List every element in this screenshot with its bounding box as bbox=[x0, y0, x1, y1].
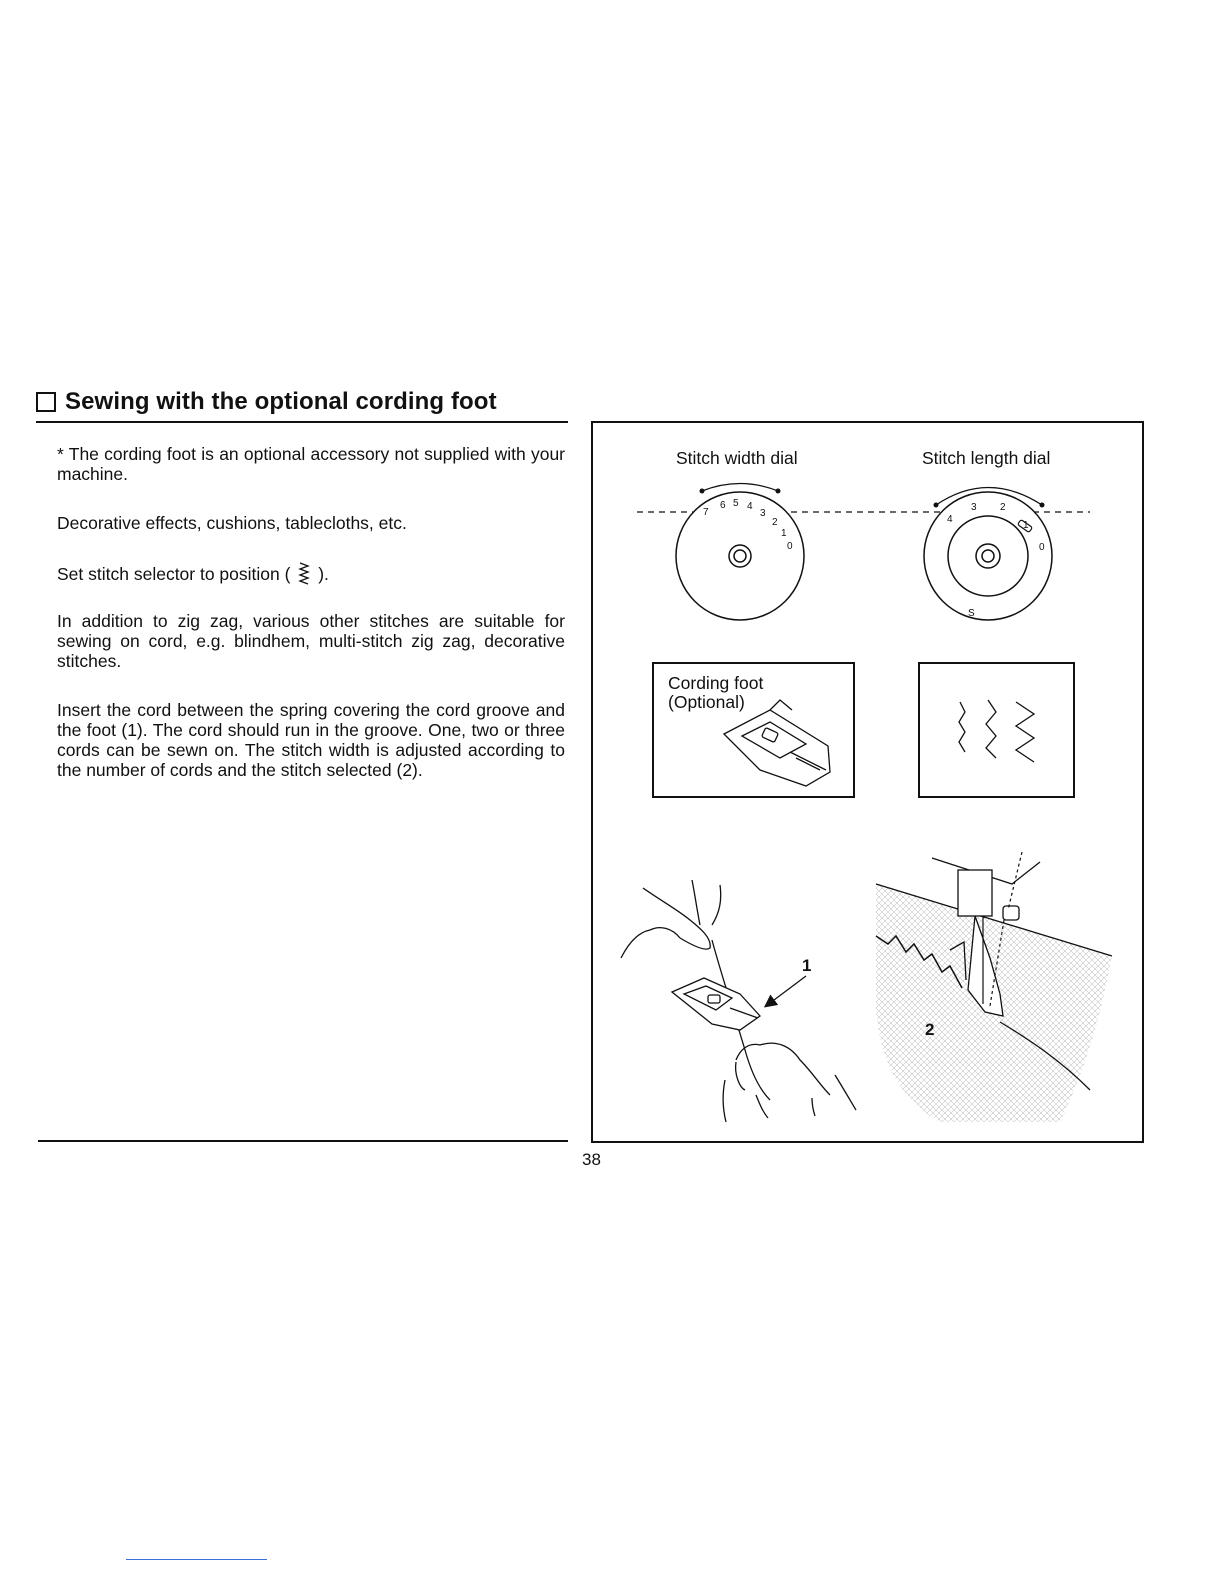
width-dial-number-7: 7 bbox=[703, 507, 709, 518]
stitch-selector-text-end: ). bbox=[318, 564, 329, 584]
callout-1: 1 bbox=[802, 956, 812, 975]
hand-threading-cord-icon bbox=[621, 880, 856, 1122]
zigzag-stitch-wide bbox=[1016, 702, 1034, 762]
stitch-selector-text: Set stitch selector to position ( bbox=[57, 564, 291, 584]
paragraph-decorative-effects: Decorative effects, cushions, tablecloths, etc. bbox=[57, 513, 407, 533]
optional-accessory-note: * The cording foot is an optional accessory not supplied with your machine. bbox=[57, 444, 565, 484]
cording-foot-icon bbox=[724, 700, 830, 786]
zigzag-stitch-narrow bbox=[959, 702, 965, 752]
callout-2: 2 bbox=[925, 1020, 935, 1039]
paragraph-insert-cord: Insert the cord between the spring covering the cord groove and the foot (1). The cord should run in the groove. One, two or three cords can be sewn on. The stitch width is adjusted according to the number of cords and the stitch selected (2). bbox=[57, 700, 565, 780]
width-dial-number-1: 1 bbox=[781, 528, 787, 539]
width-dial-number-6: 6 bbox=[720, 500, 726, 511]
length-dial-number-3: 3 bbox=[971, 502, 977, 513]
stitch-length-dial-icon bbox=[924, 488, 1052, 621]
stitch-width-dial-icon bbox=[676, 484, 804, 621]
paragraph-other-stitches: In addition to zig zag, various other stitches are suitable for sewing on cord, e.g. blindhem, multi-stitch zig zag, decorative stitches. bbox=[57, 611, 565, 671]
page-number: 38 bbox=[582, 1150, 601, 1169]
width-dial-number-4: 4 bbox=[747, 501, 753, 512]
stitch-pattern-icons bbox=[959, 700, 1034, 762]
length-dial-number-0: 0 bbox=[1039, 542, 1045, 553]
width-dial-number-3: 3 bbox=[760, 508, 766, 519]
length-dial-number-1: 1 bbox=[1023, 520, 1029, 531]
length-dial-letter-s: S bbox=[968, 608, 975, 619]
cording-foot-label-line1: Cording foot bbox=[668, 673, 764, 693]
width-dial-number-2: 2 bbox=[772, 517, 778, 528]
length-dial-number-2: 2 bbox=[1000, 502, 1006, 513]
zigzag-stitch-medium bbox=[986, 700, 996, 758]
fabric-sewing-icon bbox=[876, 852, 1112, 1122]
stitch-length-dial-label: Stitch length dial bbox=[922, 448, 1051, 468]
stitch-width-dial-label: Stitch width dial bbox=[676, 448, 798, 468]
length-dial-number-4: 4 bbox=[947, 514, 953, 525]
section-title: Sewing with the optional cording foot bbox=[65, 388, 497, 415]
width-dial-number-5: 5 bbox=[733, 498, 739, 509]
cording-foot-label-line2: (Optional) bbox=[668, 692, 745, 712]
width-dial-number-0: 0 bbox=[787, 541, 793, 552]
